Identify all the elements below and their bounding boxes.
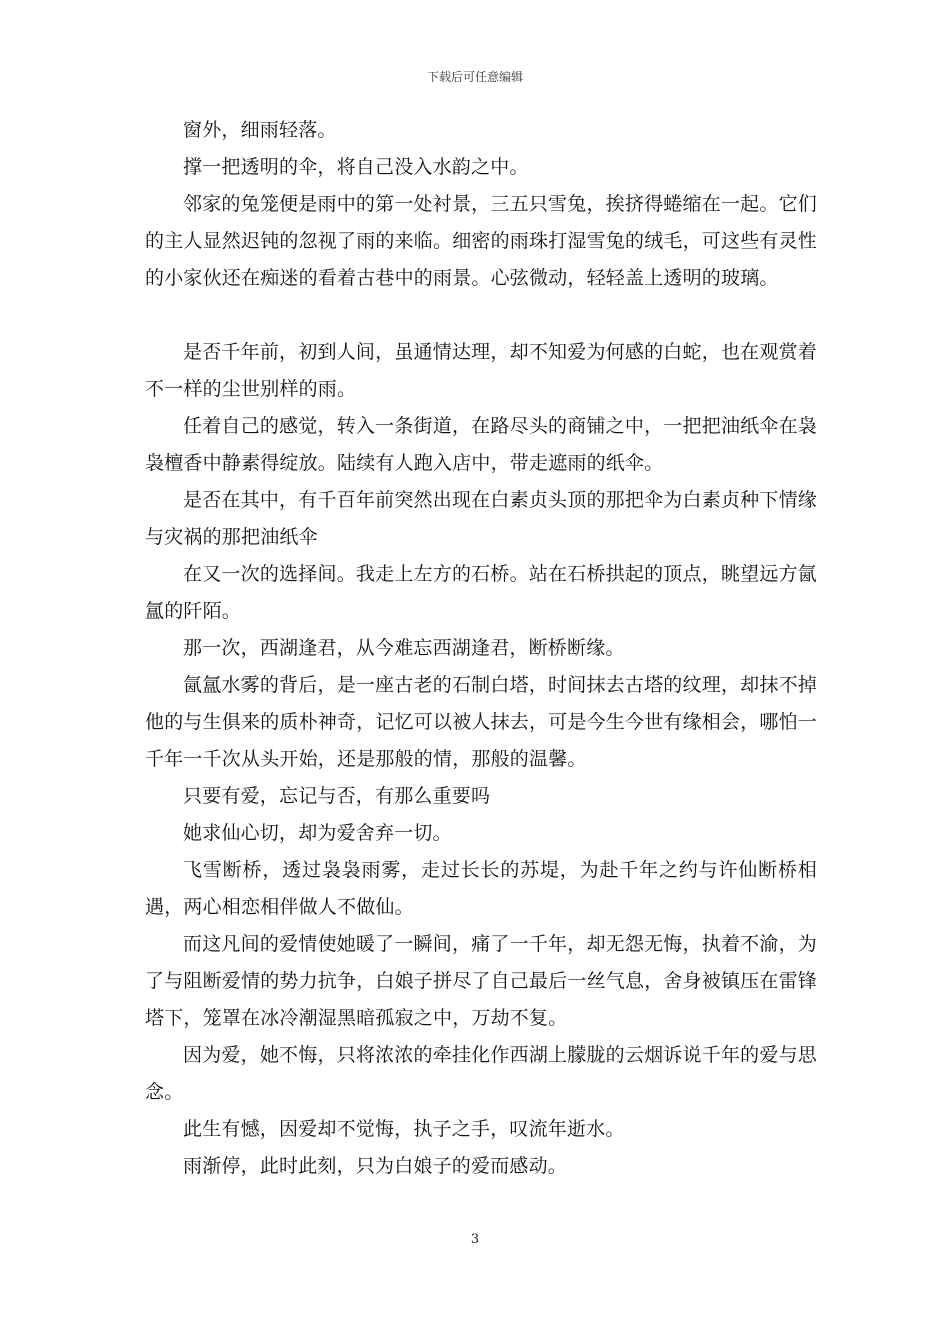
paragraph: 窗外，细雨轻落。 xyxy=(183,119,337,141)
paragraph: 飞雪断桥，透过袅袅雨雾，走过长长的苏堤，为赴千年之约与许仙断桥相遇，两心相恋相伴做人不做仙。 xyxy=(145,859,817,918)
paragraph: 雨渐停，此时此刻，只为白娘子的爱而感动。 xyxy=(183,1155,568,1177)
paragraph: 邻家的兔笼便是雨中的第一处衬景，三五只雪兔，挨挤得蜷缩在一起。它们的主人显然迟钝的忽视了雨的来临。细密的雨珠打湿雪兔的绒毛，可这些有灵性的小家伙还在痴迷的看着古巷中的雨景。心弦微动，轻轻盖上透明的玻璃。 xyxy=(145,193,818,289)
paragraph: 因为爱，她不悔，只将浓浓的牵挂化作西湖上朦胧的云烟诉说千年的爱与思念。 xyxy=(145,1044,817,1103)
paragraph: 那一次，西湖逢君，从今难忘西湖逢君，断桥断缘。 xyxy=(183,637,625,659)
paragraph: 只要有爱，忘记与否，有那么重要吗 xyxy=(183,785,491,807)
paragraph-gap xyxy=(145,297,817,334)
paragraph: 此生有憾，因爱却不觉悔，执子之手，叹流年逝水。 xyxy=(183,1118,625,1140)
paragraph: 任着自己的感觉，转入一条街道，在路尽头的商铺之中，一把把油纸伞在袅袅檀香中静素得绽放。陆续有人跑入店中，带走遮雨的纸伞。 xyxy=(145,415,817,474)
paragraph: 是否千年前，初到人间，虽通情达理，却不知爱为何感的白蛇，也在观赏着不一样的尘世别样的雨。 xyxy=(145,341,817,400)
page-number: 3 xyxy=(470,1232,480,1247)
paragraph: 她求仙心切，却为爱舍弃一切。 xyxy=(183,822,452,844)
paragraph: 而这凡间的爱情使她暖了一瞬间，痛了一千年，却无怨无悔，执着不渝，为了与阻断爱情的势力抗争，白娘子拼尽了自己最后一丝气息，舍身被镇压在雷锋塔下，笼罩在冰冷潮湿黑暗孤寂之中，万劫不复。 xyxy=(145,933,818,1029)
paragraph: 氤氲水雾的背后，是一座古老的石制白塔，时间抹去古塔的纹理，却抹不掉他的与生俱来的质朴神奇，记忆可以被人抹去，可是今生今世有缘相会，哪怕一千年一千次从头开始，还是那般的情，那般的温馨。 xyxy=(145,674,818,770)
paragraph: 是否在其中，有千百年前突然出现在白素贞头顶的那把伞为白素贞种下情缘与灾祸的那把油纸伞 xyxy=(145,489,817,548)
paragraph: 撑一把透明的伞，将自己没入水韵之中。 xyxy=(183,156,529,178)
paragraph: 在又一次的选择间。我走上左方的石桥。站在石桥拱起的顶点，眺望远方氤氲的阡陌。 xyxy=(145,563,817,622)
page-header: 下载后可任意编辑 xyxy=(426,70,523,84)
document-body xyxy=(145,112,817,1185)
